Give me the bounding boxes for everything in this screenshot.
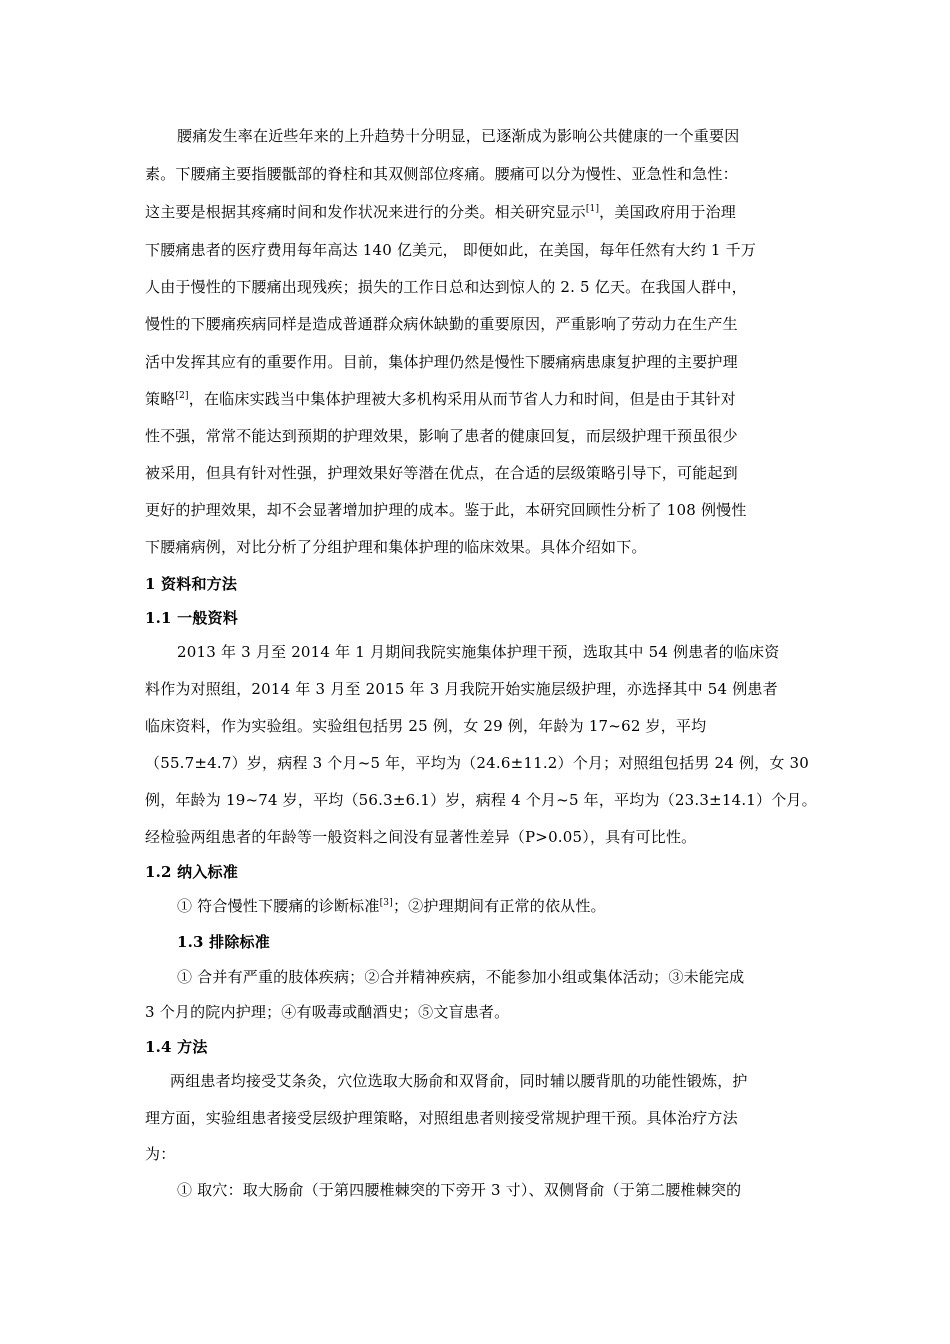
citation-ref: [1] [585,204,600,214]
intro-text: ，在临床实践当中集体护理被大多机构采用从而节省人力和时间，但是由于其针对 [188,390,736,408]
section-heading: 1 资料和方法 [145,575,238,593]
intro-line: 下腰痛患者的医疗费用每年高达 140 亿美元， 即便如此，在美国，每年任然有大约 1 千万 [145,241,757,259]
intro-line: 活中发挥其应有的重要作用。目前，集体护理仍然是慢性下腰痛病患康复护理的主要护理 [145,353,738,371]
intro-text: ，美国政府用于治理 [599,203,736,221]
citation-ref: [2] [175,391,189,401]
intro-line: 腰痛发生率在近些年来的上升趋势十分明显，已逐渐成为影响公共健康的一个重要因 [177,127,740,145]
intro-text: 这主要是根据其疼痛时间和发作状况来进行的分类。相关研究显示 [145,203,586,221]
subsection-heading: 1.4 方法 [145,1038,208,1056]
intro-line: 性不强，常常不能达到预期的护理效果，影响了患者的健康回复，而层级护理干预虽很少 [145,427,738,445]
paragraph-line: 料作为对照组，2014 年 3 月至 2015 年 3 月我院开始实施层级护理，亦选择其中 54 例患者 [145,680,778,698]
intro-line: 慢性的下腰痛疾病同样是造成普通群众病休缺勤的重要原因，严重影响了劳动力在生产生 [145,315,738,333]
paragraph-text: ① 符合慢性下腰痛的诊断标准 [177,897,380,915]
paragraph-line: ① 取穴：取大肠俞（于第四腰椎棘突的下旁开 3 寸）、双侧肾俞（于第二腰椎棘突的 [177,1181,742,1199]
paragraph-line: （55.7±4.7）岁，病程 3 个月~5 年，平均为（24.6±11.2）个月；对照组包括男 24 例，女 30 [145,754,810,772]
intro-text: 策略 [145,390,176,408]
paragraph-text: ；②护理期间有正常的依从性。 [392,897,606,915]
paragraph-line: 理方面，实验组患者接受层级护理策略，对照组患者则接受常规护理干预。具体治疗方法 [145,1109,738,1127]
paragraph-line: 两组患者均接受艾条灸，穴位选取大肠俞和双肾俞，同时辅以腰背肌的功能性锻炼，护 [170,1072,748,1090]
intro-line: 被采用，但具有针对性强，护理效果好等潜在优点，在合适的层级策略引导下，可能起到 [145,464,738,482]
intro-line: 人由于慢性的下腰痛出现残疾；损失的工作日总和达到惊人的 2. 5 亿天。在我国人群中， [145,278,747,296]
paragraph-line: 3 个月的院内护理；④有吸毒或酗酒史；⑤文盲患者。 [145,1003,510,1021]
paragraph-line: ① 合并有严重的肢体疾病；②合并精神疾病，不能参加小组或集体活动；③未能完成 [177,968,745,986]
paragraph-line: 为： [145,1145,176,1163]
paragraph-line: 2013 年 3 月至 2014 年 1 月期间我院实施集体护理干预，选取其中 54 例患者的临床资 [177,643,780,661]
subsection-heading: 1.3 排除标准 [177,933,270,951]
subsection-heading: 1.1 一般资料 [145,609,238,627]
paragraph-line: 经检验两组患者的年龄等一般资料之间没有显著性差异（P>0.05），具有可比性。 [145,828,697,846]
intro-line: 素。下腰痛主要指腰骶部的脊柱和其双侧部位疼痛。腰痛可以分为慢性、亚急性和急性： [145,165,738,183]
intro-line: 下腰痛病例，对比分析了分组护理和集体护理的临床效果。具体介绍如下。 [145,538,647,556]
paragraph-line [177,896,606,916]
paragraph-line: 例，年龄为 19~74 岁，平均（56.3±6.1）岁，病程 4 个月~5 年，平均为（23.3±14.1）个月。 [145,791,817,809]
subsection-heading: 1.2 纳入标准 [145,863,238,881]
paragraph-line: 临床资料，作为实验组。实验组包括男 25 例，女 29 例，年龄为 17~62 岁，平均 [145,717,707,735]
intro-line: 更好的护理效果，却不会显著增加护理的成本。鉴于此，本研究回顾性分析了 108 例慢性 [145,501,747,519]
citation-ref: [3] [379,898,393,908]
intro-line [145,202,736,222]
intro-line [145,389,736,409]
